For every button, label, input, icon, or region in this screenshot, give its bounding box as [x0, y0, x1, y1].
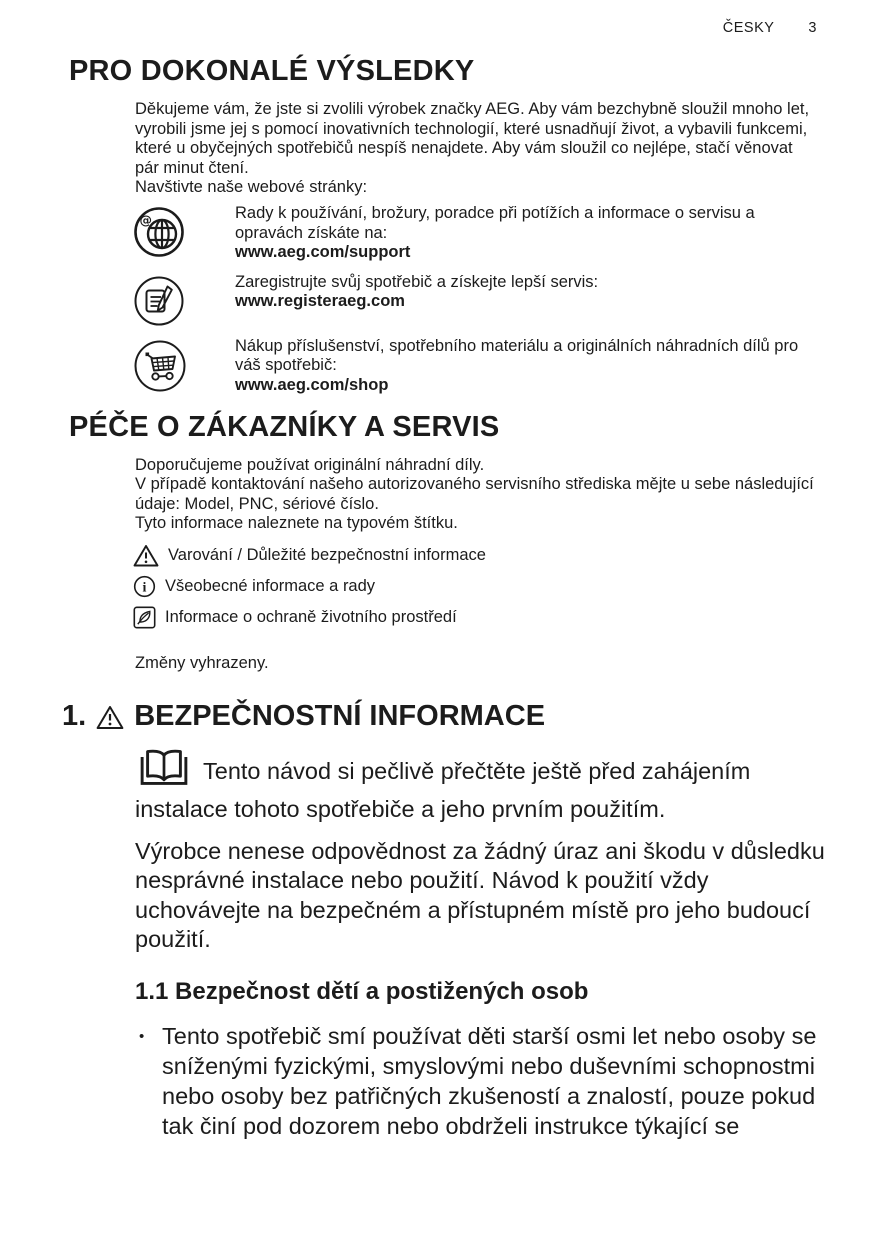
warning-triangle-icon — [133, 544, 159, 567]
section-number: 1. — [62, 699, 87, 732]
intro-text: Děkujeme vám, že jste si zvolili výrobek značky AEG. Aby vám bezchybně sloužil mnoho let, vyrobili jsme jej s pomocí inovativních technologií, které usnadňují život, a vybavili funkcemi, které u obyčejných spotřebičů nespíš nenajdete. Aby vám sloužil co nejlépe, stačí věnovat pár minut čtení. — [135, 100, 810, 177]
subsection-title-children-safety: 1.1 Bezpečnost dětí a postižených osob — [135, 977, 589, 1005]
safety-paragraph-1 — [135, 747, 831, 825]
web-resources — [133, 204, 874, 396]
safety-paragraph-2: Výrobce nenese odpovědnost za žádný úraz ani škodu v důsledku nesprávné instalace nebo použití. Návod k použití vždy uchovávejte na bezpečném a přístupném místě pro jeho budoucí použití. — [135, 837, 825, 953]
legend-label-environment: Informace o ochraně životního prostředí — [165, 607, 457, 626]
resource-description: Nákup příslušenství, spotřebního materiálu a originálních náhradních dílů pro váš spotřebič: — [235, 336, 799, 375]
legend-row-info — [133, 574, 874, 599]
customer-care-paragraph — [135, 456, 827, 534]
safety-title-text: BEZPEČNOSTNÍ INFORMACE — [134, 699, 546, 732]
register-document-icon — [133, 273, 235, 327]
visit-websites-line: Navštivte naše webové stránky: — [135, 178, 368, 197]
svg-text:@: @ — [139, 212, 152, 228]
resource-text-support — [235, 204, 821, 263]
legend-label-info: Všeobecné informace a rady — [165, 576, 376, 595]
care-line: Tyto informace naleznete na typovém štítku. — [135, 514, 458, 533]
section-title-safety — [62, 699, 874, 733]
section-title-customer-care: PÉČE O ZÁKAZNÍKY A SERVIS — [69, 410, 500, 443]
svg-text:i: i — [142, 580, 147, 596]
page-number: 3 — [808, 20, 817, 36]
symbol-legend — [133, 543, 874, 630]
shop-url: www.aeg.com/shop — [235, 375, 389, 394]
resource-text-register — [235, 273, 821, 327]
legend-label-warning: Varování / Důležité bezpečnostní informace — [168, 545, 486, 564]
care-line: V případě kontaktování našeho autorizovaného servisního střediska mějte u sebe následující údaje: Model, PNC, sériové číslo. — [135, 475, 814, 513]
globe-at-icon — [133, 204, 235, 263]
resource-row-shop — [133, 337, 874, 396]
safety-intro-text: Tento návod si pečlivě přečtěte ještě před zahájením instalace tohoto spotřebiče a jeho prvním použitím. — [135, 757, 751, 823]
shopping-cart-icon — [133, 337, 235, 396]
resource-text-shop — [235, 337, 821, 396]
page-header — [723, 20, 817, 36]
resource-row-support — [133, 204, 874, 263]
bullet-marker: • — [139, 1027, 145, 1045]
register-url: www.registeraeg.com — [235, 292, 405, 311]
legend-row-warning — [133, 543, 874, 568]
bullet-text: Tento spotřebič smí používat děti starší osmi let nebo osoby se sníženými fyzickými, smyslovými nebo duševními schopnostmi nebo osoby bez patřičných zkušeností a znalostí, pouze pokud tak činí pod dozorem nebo obdrželi instrukce týkající se — [162, 1022, 817, 1139]
warning-triangle-icon — [96, 702, 124, 730]
intro-paragraph — [135, 100, 821, 198]
open-book-icon — [135, 767, 193, 793]
safety-bullet-list — [139, 1021, 874, 1141]
resource-description: Rady k používání, brožury, poradce při potížích a informace o servisu a opravách získáte na: — [235, 203, 755, 242]
list-item — [139, 1021, 839, 1141]
legend-row-environment — [133, 605, 874, 630]
support-url: www.aeg.com/support — [235, 243, 411, 262]
section-title-perfect-results: PRO DOKONALÉ VÝSLEDKY — [69, 55, 475, 87]
care-line: Doporučujeme používat originální náhradní díly. — [135, 455, 485, 474]
resource-description: Zaregistrujte svůj spotřebič a získejte lepší servis: — [235, 272, 599, 291]
subject-to-change-note: Změny vyhrazeny. — [135, 653, 269, 672]
leaf-icon — [133, 606, 156, 629]
resource-row-register — [133, 273, 874, 327]
info-circle-icon — [133, 575, 156, 598]
language-label: ČESKY — [722, 20, 775, 36]
